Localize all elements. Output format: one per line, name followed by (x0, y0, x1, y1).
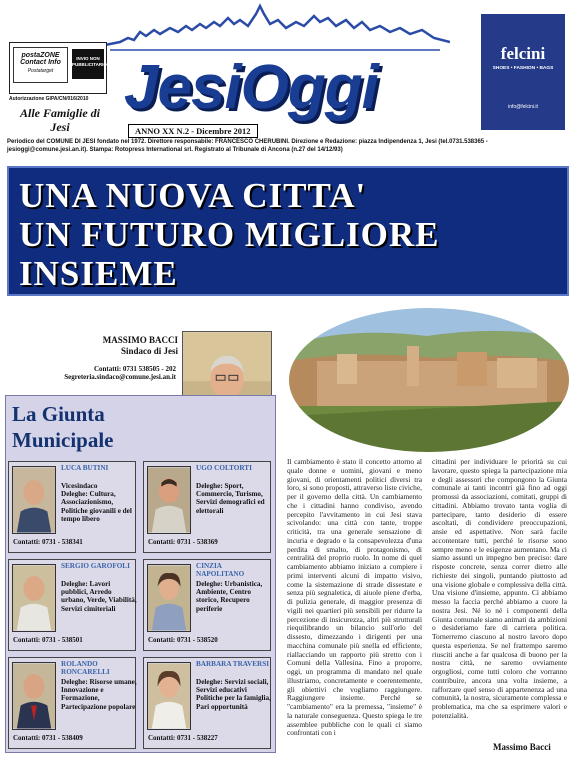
advert-email: info@felcini.it (508, 104, 538, 110)
member-photo (12, 466, 56, 534)
skyline-illustration (100, 2, 450, 54)
member-contact: Contatti: 0731 - 538369 (148, 538, 218, 546)
headline-line-2: UN FUTURO MIGLIORE (19, 215, 440, 254)
mayor-role: Sindaco di Jesi (120, 346, 178, 356)
member-photo (147, 466, 191, 534)
member-delega: Deleghe: Sport, Commercio, Turismo, Servizi demografici ed elettorali (196, 482, 265, 515)
member-delega: Deleghe: Lavori pubblici, Arredo urbano, Verde, Viabilità, Servizi cimiteriali (61, 580, 137, 613)
member-card-roncarelli (8, 657, 136, 749)
member-contact: Contatti: 0731 - 538341 (13, 538, 83, 546)
member-card-napolitano (143, 559, 271, 651)
issue-label: ANNO XX N.2 - Dicembre 2012 (128, 124, 258, 138)
mayor-name: MASSIMO BACCI (102, 335, 178, 345)
city-panorama-photo (287, 306, 572, 454)
non-advertising-label: INVIO NON PUBBLICITARIO (72, 49, 104, 79)
member-card-traversi (143, 657, 271, 749)
headline-line-1: UNA NUOVA CITTA' (19, 176, 367, 215)
newspaper-title: JesiOggi (124, 53, 378, 122)
mayor-contacts: Contatti: 0731 538505 - 202 Segreteria.sindaco@comune.jesi.an.it (64, 365, 176, 381)
dedication: Alle Famiglie di Jesi (20, 106, 100, 134)
editorial-article (287, 458, 569, 738)
article-column-2: cittadini per individuare le priorità su cui lavorare, questo spiega la partecipazione mia e degli assessori che compongono la Giunta comunale ai tanti incontri già fino ad oggi promossi da associazioni, comitati, gruppi di cittadini. Abbiamo trovato tanta voglia di partecipare, tanto desiderio di essere ascoltati, di condividere preoccupazioni, ansie ed aspettative. Non sarà facile accontentare tutti, perché le risorse sono sempre meno e le esigenze aumentano. Ma ci siamo assunti un impegno ben preciso: dare risposte concrete, senza correr dietro alle richieste dei singoli, puntando piuttosto ad una visione globale e complessiva della città. Una visione d'insieme, appunto. Ci abbiamo messo la faccia perché abbiamo a cuore la nostra Jesi. Né io né i componenti della Giunta comunale siamo animati da ambizioni o desideriamo fare di carriera politica. Tornerremo ciascuno al nostro lavoro dopo questa esperienza. Se nel frattempo saremo riusciti anche a far qualcosa di buono per la nostra città, ne saremo ovviamente orgogliosi, come tutti coloro che vorranno contribuire, ancora una volta insieme, a rafforzare quel senso di appartenenza ad una comunità, la nostra, sicuramente complessa e problematica, ma che sa esprimere valori e potenzialità. (432, 457, 567, 720)
article-column-1: Il cambiamento è stato il concetto attorno al quale donne e uomini, giovani e meno giovani, di orientamenti politici diversi tra loro, si sono proposti, attraverso liste civiche, per il governo della città. Un cambiamento che i cittadini hanno condiviso, avendo percepito l'avvitamento in cui Jesi stava scivolando: una città con tante, troppe criticità, tra una generale sensazione di incuria e degrado e la consapevolezza d'una perdita di smalto, di protagonismo, di centralità del proprio ruolo. In nome di quel cambiamento abbiamo iniziato a compiere i primi interventi alcuni di impatto visivo, come la sistemazione di strade dissestate e senza più segnaletica, di aiuole piene d'erba, di pulizia generale, di maggior presenza di vigili nei quartieri più sensibili per ridurre la percezione di insicurezza, altri più strutturali riequilibrando un bilancio sull'orlo del dissesto, dimezzando i dirigenti per una macchina comunale più snella ed efficiente, riallacciando un rapporto più stretto con i Comuni della Vallesina. Fino a proporre, oggi, un programma di mandato nel quale illustriamo, concretamente e coerentemente, gli obiettivi che vogliamo raggiungere. Raggiungere insieme. Perché se "cambiamento" era la premessa, "insieme" è la naturale conseguenza. Questo spiega le tre assemblee pubbliche con le quali ci siamo confrontati con i (287, 457, 422, 738)
member-contact: Contatti: 0731 - 538501 (13, 636, 83, 644)
member-contact: Contatti: 0731 - 538520 (148, 636, 218, 644)
postazone-label: postaZONE Contact Info Postatarget (13, 47, 68, 83)
member-delega: Deleghe: Urbanistica, Ambiente, Centro storico, Recupero periferie (196, 580, 263, 613)
member-card-butini (8, 461, 136, 553)
member-card-coltorti (143, 461, 271, 553)
member-name: CINZIA NAPOLITANO (196, 562, 245, 578)
member-photo (12, 662, 56, 730)
member-contact: Contatti: 0731 - 538227 (148, 734, 218, 742)
member-role: Vicesindaco Deleghe: Cultura, Associazionismo, Politiche giovanili e del tempo libero (61, 482, 137, 523)
advert-felcini[interactable] (481, 14, 565, 130)
member-card-garofoli (8, 559, 136, 651)
advert-tagline: SHOES • FASHION • BAGS (492, 66, 554, 71)
member-name: ROLANDO RONCARELLI (61, 660, 110, 676)
headline-line-3: INSIEME (19, 254, 178, 293)
postal-box (9, 42, 107, 94)
member-delega: Deleghe: Cultura, Associazionismo, Politiche giovanili e del tempo libero (61, 490, 132, 523)
advert-name: felcini (500, 44, 546, 63)
member-photo (147, 662, 191, 730)
headline-banner (7, 166, 569, 296)
authorization-text: Autorizzazione GIPA/CN/016/2010 (9, 96, 89, 102)
member-name: SERGIO GAROFOLI (61, 562, 130, 570)
giunta-title: La Giunta Municipale (12, 402, 114, 452)
member-contact: Contatti: 0731 - 538409 (13, 734, 83, 742)
member-photo (12, 564, 56, 632)
member-photo (147, 564, 191, 632)
member-delega: Deleghe: Servizi sociali, Servizi educativi Politiche per la famiglia, Pari opportunità (196, 678, 271, 711)
mayor-block (56, 335, 178, 357)
article-signature: Massimo Bacci (493, 742, 551, 752)
publication-info: Periodico del COMUNE DI JESI fondato nel 1972. Direttore responsabile: FRANCESCO CHERUBINI. Direzione e Redazione: piazza Indipendenza 1, Jesi (tel.0731.538365 - jesioggi@comune.jesi.an.it). Stampa: Rotopress International srl. Registrato al Tribunale di Ancona (n.27 del 14/12/93) (7, 139, 488, 153)
member-name: LUCA BUTINI (61, 464, 109, 472)
member-name: BARBARA TRAVERSI (196, 660, 270, 668)
member-name: UGO COLTORTI (196, 464, 252, 472)
member-delega: Deleghe: Risorse umane, Innovazione e Formazione, Partecipazione popolare (61, 678, 137, 711)
